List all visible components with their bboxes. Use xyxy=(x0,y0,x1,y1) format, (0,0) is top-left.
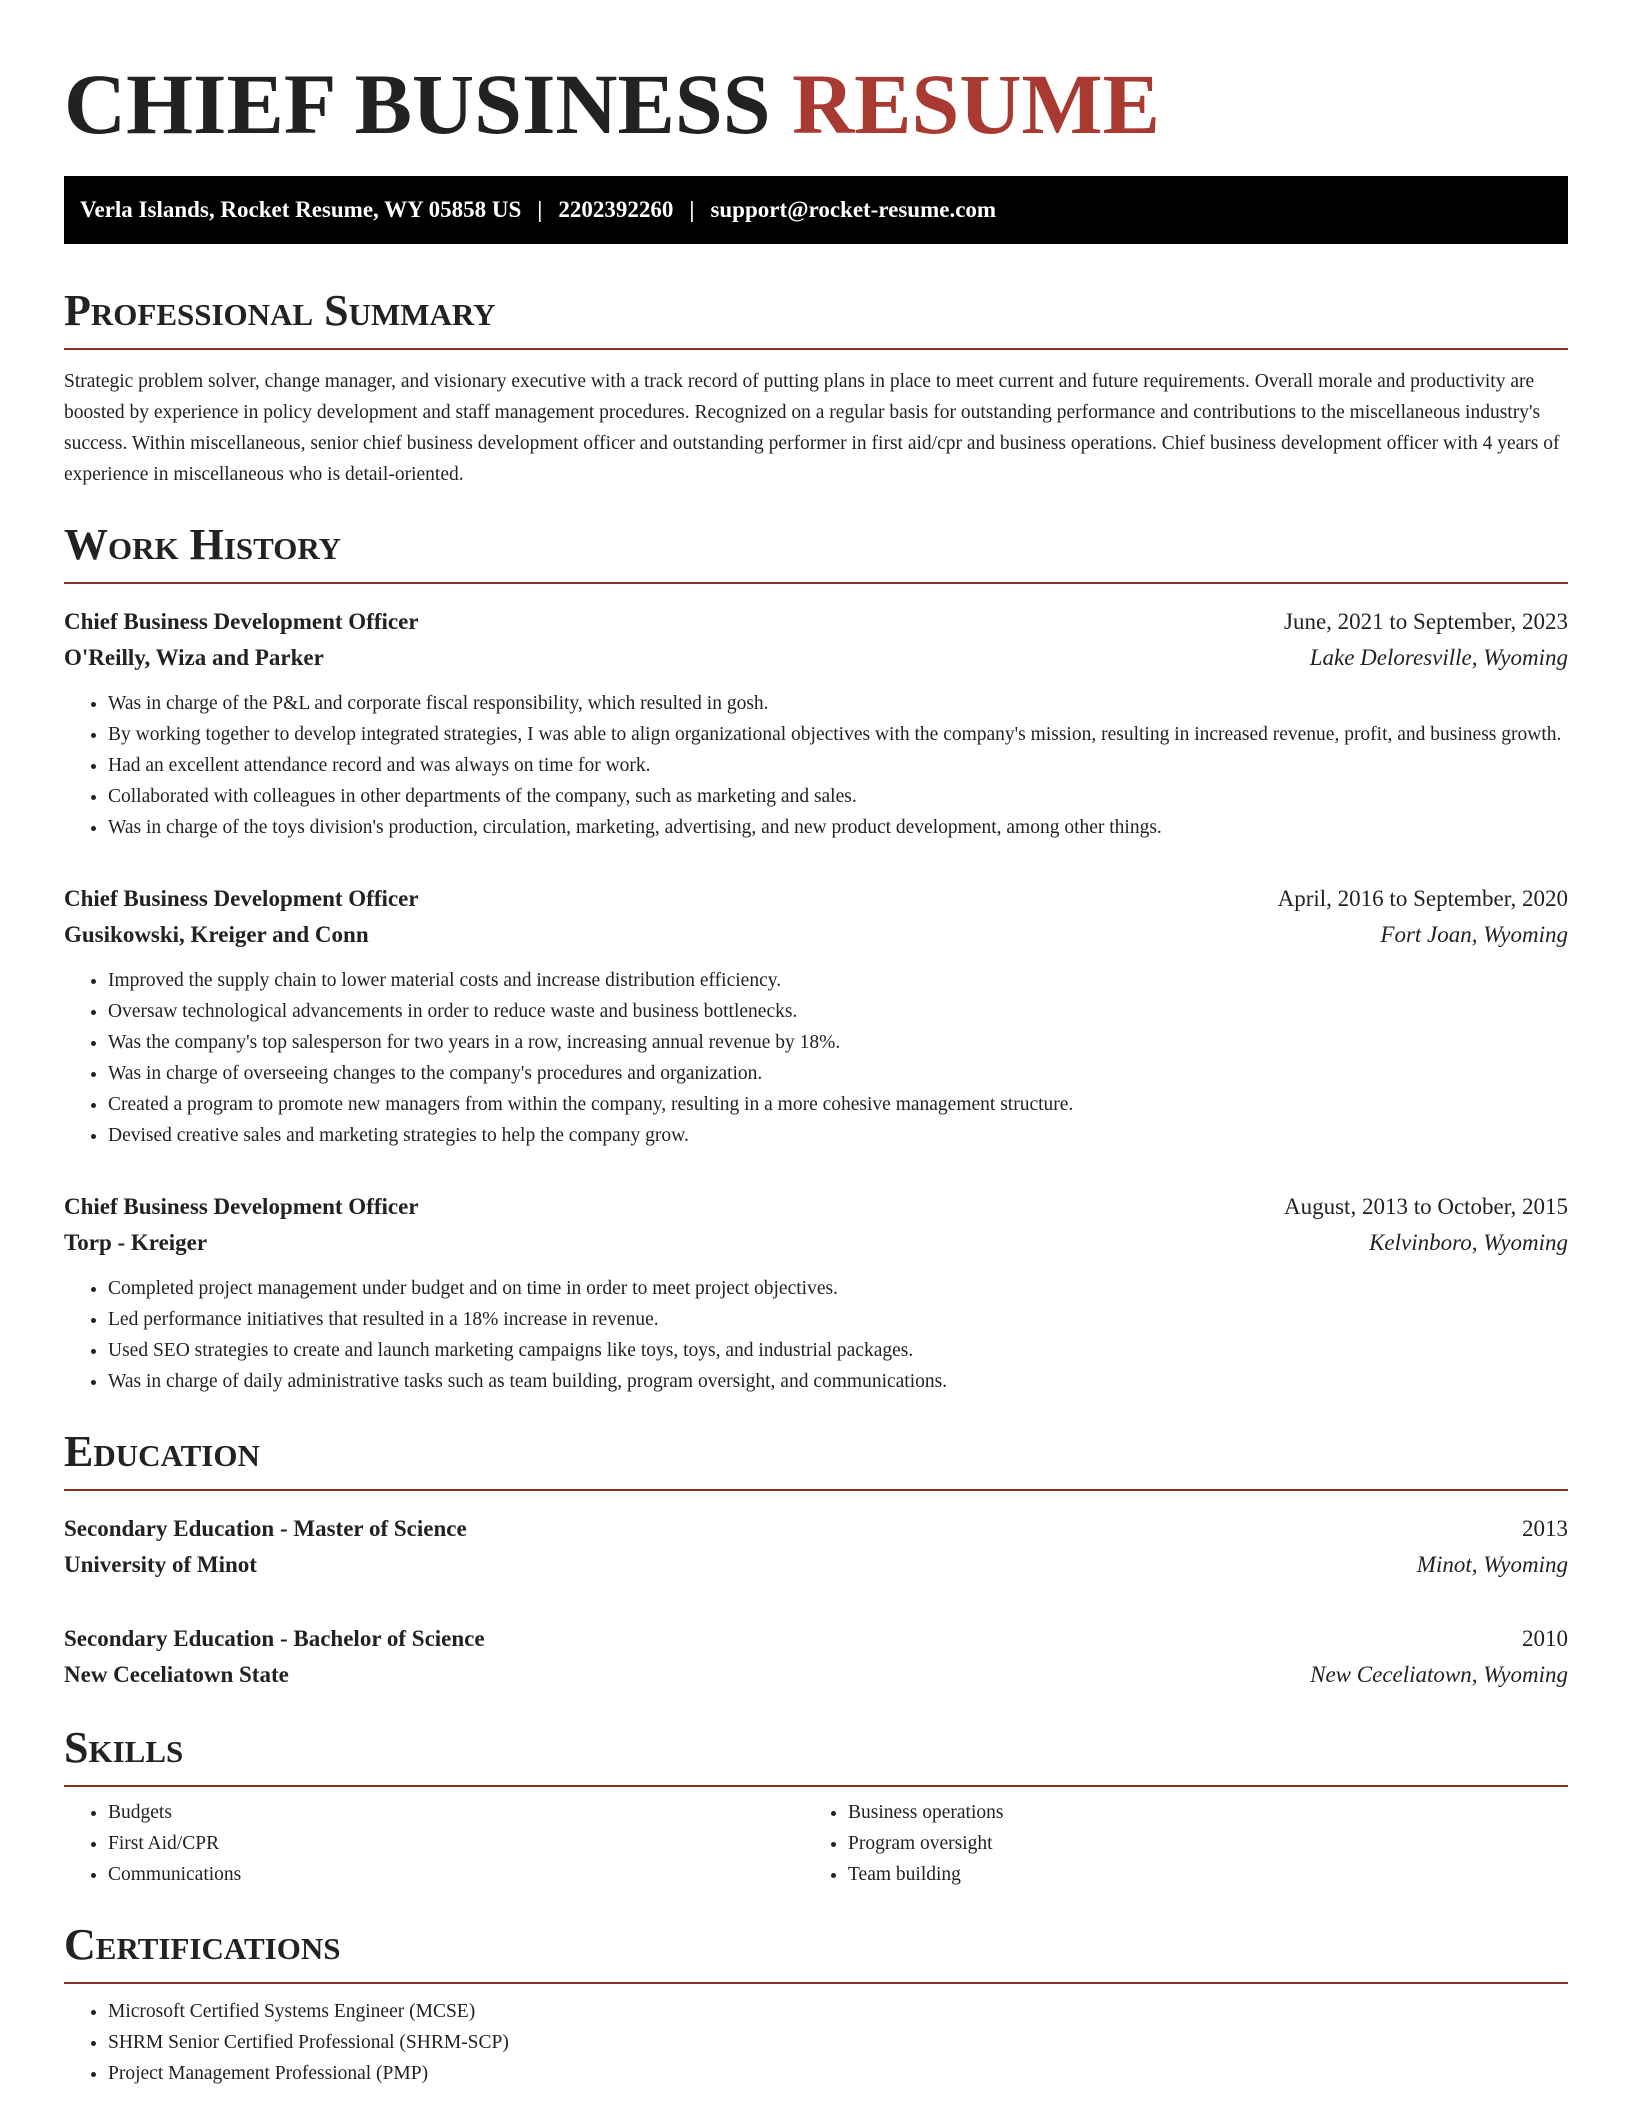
job-header-row xyxy=(64,1189,1568,1225)
job-company: Torp - Kreiger xyxy=(64,1230,208,1255)
skill-item: • Team building xyxy=(848,1859,1544,1890)
job-location: Fort Joan, Wyoming xyxy=(1380,922,1568,947)
job-company: O'Reilly, Wiza and Parker xyxy=(64,645,324,670)
job-bullet: • Was in charge of the P&L and corporate fiscal responsibility, which resulted in gosh. xyxy=(108,688,1568,719)
job-location: Lake Deloresville, Wyoming xyxy=(1309,645,1568,670)
job-bullet: • Had an excellent attendance record and was always on time for work. xyxy=(108,750,1568,781)
education-degree-row xyxy=(64,1621,1568,1657)
job-company-row xyxy=(64,640,1568,676)
skills-heading: Skills xyxy=(64,1723,1568,1787)
contact-address: Verla Islands, Rocket Resume, WY 05858 US xyxy=(80,197,522,222)
job-bullet: • Was in charge of the toys division's production, circulation, marketing, advertising, and new product development, among other things. xyxy=(108,812,1568,843)
education-school: New Ceceliatown State xyxy=(64,1662,289,1687)
job-dates: April, 2016 to September, 2020 xyxy=(1277,886,1568,911)
education-year: 2010 xyxy=(1522,1626,1568,1651)
job-dates: August, 2013 to October, 2015 xyxy=(1284,1194,1568,1219)
skill-item: • Budgets xyxy=(108,1797,804,1828)
job-dates: June, 2021 to September, 2023 xyxy=(1284,609,1568,634)
contact-separator: | xyxy=(689,197,695,222)
job-bullet: • Oversaw technological advancements in order to reduce waste and business bottlenecks. xyxy=(108,996,1568,1027)
job-title: Chief Business Development Officer xyxy=(64,609,419,634)
education-school: University of Minot xyxy=(64,1552,257,1577)
job-title: Chief Business Development Officer xyxy=(64,1194,419,1219)
resume-title xyxy=(64,56,1568,152)
education-entry xyxy=(64,1621,1568,1693)
job-bullet: • Improved the supply chain to lower material costs and increase distribution efficiency. xyxy=(108,965,1568,996)
skills-column-2 xyxy=(804,1797,1544,1890)
certifications-section xyxy=(64,1920,1568,2089)
work-history-heading: Work History xyxy=(64,520,1568,584)
work-history-section xyxy=(64,520,1568,1397)
education-year: 2013 xyxy=(1522,1516,1568,1541)
job-bullets xyxy=(64,1273,1568,1397)
education-degree: Secondary Education - Bachelor of Science xyxy=(64,1626,485,1651)
job-company-row xyxy=(64,1225,1568,1261)
skill-item: • Business operations xyxy=(848,1797,1544,1828)
job-bullets xyxy=(64,688,1568,843)
certifications-heading: Certifications xyxy=(64,1920,1568,1984)
education-location: Minot, Wyoming xyxy=(1416,1552,1568,1577)
job-bullet: • Was the company's top salesperson for two years in a row, increasing annual revenue by 18%. xyxy=(108,1027,1568,1058)
skill-item: • Program oversight xyxy=(848,1828,1544,1859)
job-bullets xyxy=(64,965,1568,1151)
skill-item: • Communications xyxy=(108,1859,804,1890)
contact-bar xyxy=(64,176,1568,244)
job-bullet: • Completed project management under budget and on time in order to meet project objectives. xyxy=(108,1273,1568,1304)
job-bullet: • Was in charge of overseeing changes to the company's procedures and organization. xyxy=(108,1058,1568,1089)
job-location: Kelvinboro, Wyoming xyxy=(1369,1230,1568,1255)
skill-item: • First Aid/CPR xyxy=(108,1828,804,1859)
education-school-row xyxy=(64,1657,1568,1693)
education-degree: Secondary Education - Master of Science xyxy=(64,1516,467,1541)
education-section xyxy=(64,1427,1568,1693)
job-bullet: • By working together to develop integrated strategies, I was able to align organizational objectives with the company's mission, resulting in increased revenue, profit, and business growth. xyxy=(108,719,1568,750)
summary-text: Strategic problem solver, change manager, and visionary executive with a track record of putting plans in place to meet current and future requirements. Overall morale and productivity are boosted by experience in policy development and staff management procedures. Recognized on a regular basis for outstanding performance and contributions to the miscellaneous industry's success. Within miscellaneous, senior chief business development officer and outstanding performer in first aid/cpr and business operations. Chief business development officer with 4 years of experience in miscellaneous who is detail-oriented. xyxy=(64,371,1560,485)
education-heading: Education xyxy=(64,1427,1568,1491)
title-main: CHIEF BUSINESS xyxy=(64,56,771,152)
education-location: New Ceceliatown, Wyoming xyxy=(1310,1662,1568,1687)
skills-section xyxy=(64,1723,1568,1890)
education-school-row xyxy=(64,1547,1568,1583)
job-bullet: • Led performance initiatives that resulted in a 18% increase in revenue. xyxy=(108,1304,1568,1335)
skills-column-1 xyxy=(64,1797,804,1890)
job-bullet: • Devised creative sales and marketing strategies to help the company grow. xyxy=(108,1120,1568,1151)
education-entry xyxy=(64,1511,1568,1583)
job-bullet: • Collaborated with colleagues in other departments of the company, such as marketing and sales. xyxy=(108,781,1568,812)
skills-columns xyxy=(64,1797,1568,1890)
certification-item: • Microsoft Certified Systems Engineer (MCSE) xyxy=(108,1996,1568,2027)
job-company-row xyxy=(64,917,1568,953)
contact-phone: 2202392260 xyxy=(558,197,674,222)
certifications-list xyxy=(64,1996,1568,2089)
job-company: Gusikowski, Kreiger and Conn xyxy=(64,922,369,947)
job-entry xyxy=(64,1189,1568,1397)
job-bullet: • Created a program to promote new managers from within the company, resulting in a more cohesive management structure. xyxy=(108,1089,1568,1120)
job-bullet: • Was in charge of daily administrative tasks such as team building, program oversight, and communications. xyxy=(108,1366,1568,1397)
job-entry xyxy=(64,604,1568,843)
contact-email: support@rocket-resume.com xyxy=(710,197,997,222)
certification-item: • Project Management Professional (PMP) xyxy=(108,2058,1568,2089)
summary-section xyxy=(64,286,1568,490)
certification-item: • SHRM Senior Certified Professional (SHRM-SCP) xyxy=(108,2027,1568,2058)
title-accent: RESUME xyxy=(792,56,1160,152)
contact-separator: | xyxy=(537,197,543,222)
job-header-row xyxy=(64,881,1568,917)
job-header-row xyxy=(64,604,1568,640)
job-title: Chief Business Development Officer xyxy=(64,886,419,911)
job-bullet: • Used SEO strategies to create and launch marketing campaigns like toys, toys, and industrial packages. xyxy=(108,1335,1568,1366)
education-degree-row xyxy=(64,1511,1568,1547)
job-entry xyxy=(64,881,1568,1151)
summary-heading: Professional Summary xyxy=(64,286,1568,350)
